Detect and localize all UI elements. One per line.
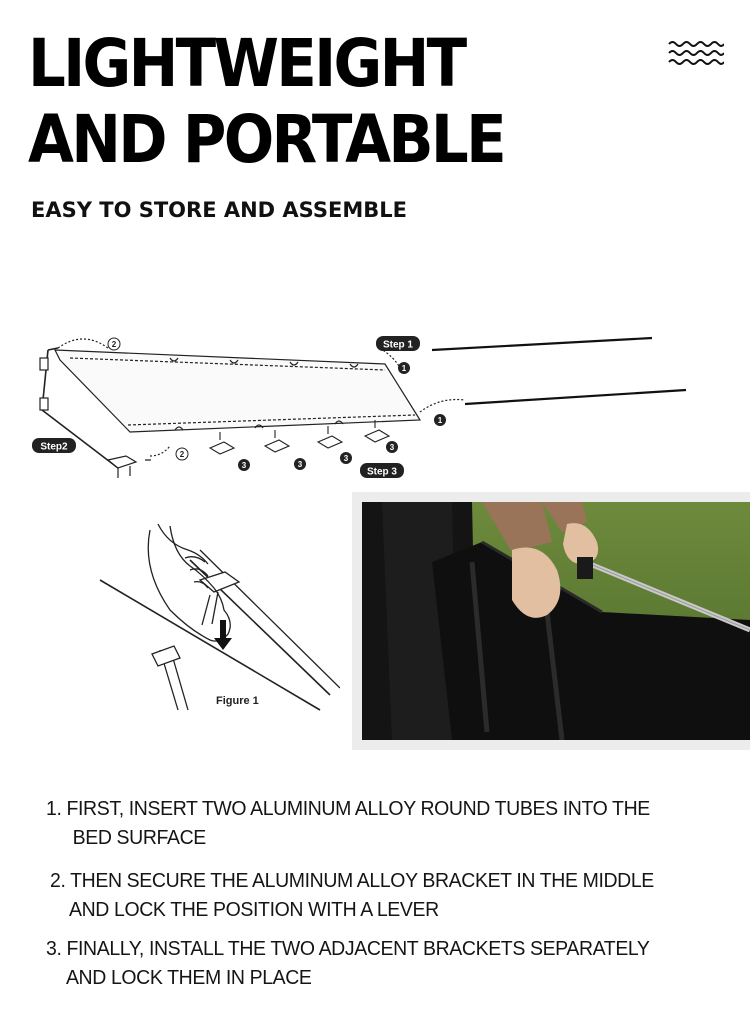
instruction-step-2 bbox=[50, 866, 654, 924]
marker-2a: 2 bbox=[111, 340, 117, 349]
down-arrow-icon bbox=[214, 620, 232, 650]
marker-2b: 2 bbox=[179, 450, 185, 459]
assembly-diagram bbox=[0, 320, 750, 500]
instruction-step-3-line-2: AND LOCK THEM IN PLACE bbox=[65, 966, 312, 989]
marker-3a: 3 bbox=[241, 461, 247, 470]
headline-line-1: LIGHTWEIGHT bbox=[28, 25, 465, 102]
headline-line-2: AND PORTABLE bbox=[28, 101, 504, 178]
step-3-label: Step 3 bbox=[366, 466, 398, 478]
instruction-step-3 bbox=[46, 934, 650, 992]
assembly-photo bbox=[362, 502, 750, 740]
instruction-step-1 bbox=[46, 794, 650, 852]
wave-lines-icon bbox=[668, 38, 724, 68]
marker-1a: 1 bbox=[401, 364, 407, 373]
instruction-step-1-line-1: 1. FIRST, INSERT TWO ALUMINUM ALLOY ROUND TUBES INTO THE bbox=[46, 797, 650, 820]
step-2-badge bbox=[32, 438, 76, 453]
step-3-badge bbox=[360, 463, 404, 478]
instruction-step-2-line-2: AND LOCK THE POSITION WITH A LEVER bbox=[69, 898, 439, 921]
figure-1-illustration bbox=[90, 520, 340, 720]
instruction-step-3-line-1: 3. FINALLY, INSTALL THE TWO ADJACENT BRACKETS SEPARATELY bbox=[46, 937, 650, 960]
step-1-badge bbox=[376, 336, 420, 351]
headline bbox=[28, 26, 504, 178]
instruction-step-1-line-2: BED SURFACE bbox=[72, 826, 206, 849]
marker-3c: 3 bbox=[343, 454, 349, 463]
step-2-label: Step2 bbox=[40, 441, 68, 453]
instruction-step-2-line-1: 2. THEN SECURE THE ALUMINUM ALLOY BRACKET IN THE MIDDLE bbox=[50, 869, 654, 892]
marker-3b: 3 bbox=[297, 460, 303, 469]
marker-3d: 3 bbox=[389, 443, 395, 452]
bed-surface bbox=[55, 350, 420, 432]
marker-1b: 1 bbox=[437, 416, 443, 425]
step-1-label: Step 1 bbox=[382, 339, 414, 351]
subtitle: EASY TO STORE AND ASSEMBLE bbox=[31, 198, 407, 222]
figure-caption: Figure 1 bbox=[216, 695, 259, 707]
